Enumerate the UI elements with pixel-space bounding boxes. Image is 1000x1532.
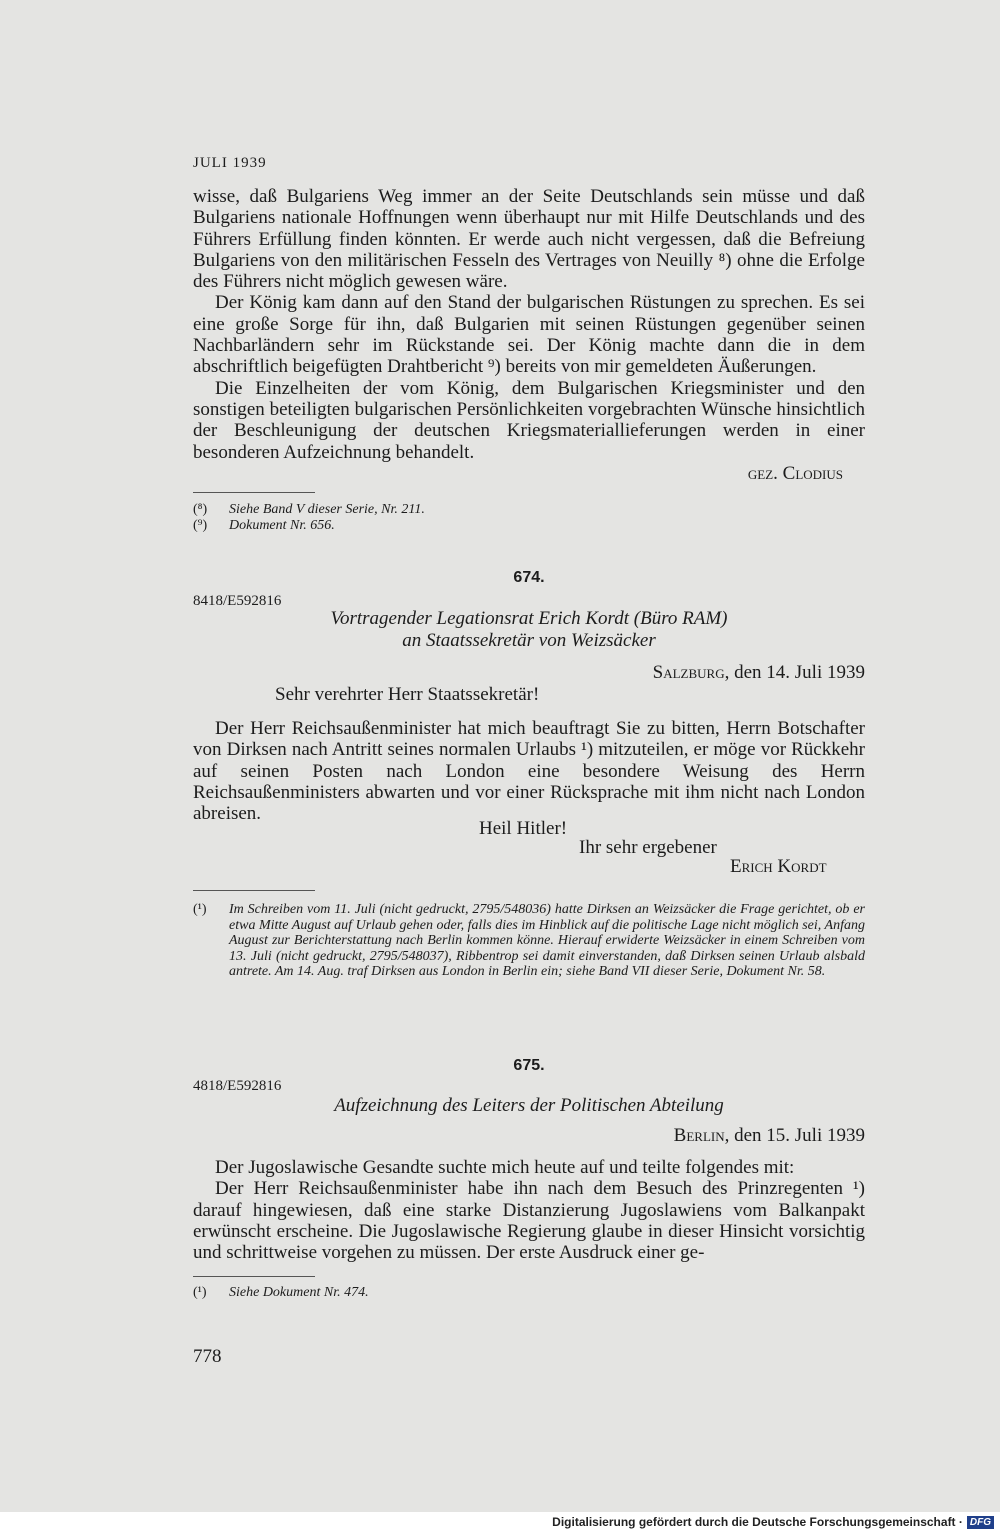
- digitization-footer: [0, 1512, 1000, 1532]
- document-title-675: Aufzeichnung des Leiters der Politischen Abteilung: [334, 1095, 724, 1116]
- paragraph: Der König kam dann auf den Stand der bulgarischen Rüstungen zu sprechen. Es sei eine große Sorge für ihn, daß Bulgarien mit seinen Rüstungen gegenüber seinen Nachbarländern sehr im Rückstande sei. Der König machte dann die in dem abschriftlich beigefügten Drahtbericht ⁹) bereits von mir gemeldeten Äußerungen.: [193, 292, 865, 378]
- dateline-675: Berlin, den 15. Juli 1939: [673, 1125, 865, 1146]
- paragraph: Der Herr Reichsaußenminister habe ihn nach dem Besuch des Prinzregenten ¹) darauf hingewiesen, daß eine starke Distanzierung Jugoslawiens vom Balkanpakt erwünscht erscheine. Die Jugoslawische Regierung glaube in dieser Hinsicht vorsichtig und schrittweise vorgehen zu müssen. Der erste Ausdruck einer ge-: [193, 1178, 865, 1264]
- dfg-logo[interactable]: DFG: [967, 1516, 994, 1529]
- running-head: JULI 1939: [193, 155, 267, 171]
- closing-heil-hitler: Heil Hitler!: [479, 818, 568, 839]
- footnotes-top: [193, 502, 865, 533]
- footnote-rule: [193, 492, 315, 493]
- signature-clodius: gez. Clodius: [747, 462, 843, 484]
- document-number-674: 674.: [513, 569, 545, 586]
- salutation: Sehr verehrter Herr Staatssekretär!: [275, 684, 540, 705]
- dateline-674: Salzburg, den 14. Juli 1939: [652, 662, 865, 683]
- paragraph: Der Jugoslawische Gesandte suchte mich heute auf und teilte folgendes mit:: [215, 1157, 795, 1178]
- footnotes-675: [193, 1285, 865, 1301]
- film-number-675: 4818/E592816: [193, 1078, 282, 1094]
- paragraph: Die Einzelheiten der vom König, dem Bulgarischen Kriegsminister und den sonstigen beteiligten bulgarischen Persönlichkeiten vorgebrachten Wünsche hinsichtlich der Beschleunigung der deutschen Kriegsmateriallieferungen werden in einer besonderen Aufzeichnung behandelt.: [193, 377, 865, 463]
- footnotes-674: [193, 902, 865, 980]
- page-number: 778: [193, 1346, 222, 1367]
- closing-ergebener: Ihr sehr ergebener: [579, 837, 717, 858]
- footnote: (⁹) Dokument Nr. 656.: [193, 517, 335, 533]
- document-number-675: 675.: [513, 1057, 545, 1074]
- continuation-text: [193, 186, 865, 484]
- memo-text-675: [193, 1157, 865, 1263]
- document-title-674: Vortragender Legationsrat Erich Kordt (Büro RAM) an Staatssekretär von Weizsäcker: [330, 608, 728, 651]
- signature-kordt: Erich Kordt: [730, 856, 827, 877]
- paragraph: Der Herr Reichsaußenminister hat mich beauftragt Sie zu bitten, Herrn Botschafter von Dirksen nach Antritt seines normalen Urlaubs ¹) mitzuteilen, er möge vor Rückkehr auf seinen Posten nach London eine besondere Weisung des Herrn Reichsaußenministers abwarten und vor einer Rücksprache mit ihm nicht nach London abreisen.: [193, 718, 865, 825]
- footnote-rule: [193, 890, 315, 891]
- footnote-rule: [193, 1276, 315, 1277]
- footnote: (¹) Siehe Dokument Nr. 474.: [193, 1285, 369, 1300]
- footer-text: Digitalisierung gefördert durch die Deutsche Forschungsgemeinschaft ·: [552, 1515, 963, 1529]
- paragraph: wisse, daß Bulgariens Weg immer an der Seite Deutschlands sein müsse und daß Bulgariens nationale Hoffnungen wenn überhaupt nur mit Hilfe Deutschlands und des Führers Erfüllung finden könnten. Er werde auch nicht vergessen, daß die Befreiung Bulgariens von den militärischen Fesseln des Vertrages von Neuilly ⁸) ohne die Erfolge des Führers nicht möglich gewesen wäre.: [193, 186, 865, 293]
- film-number-674: 8418/E592816: [193, 593, 282, 609]
- letter-text-674: [193, 718, 865, 824]
- footnote: (¹) Im Schreiben vom 11. Juli (nicht gedruckt, 2795/548036) hatte Dirksen an Weizsäcker die Frage gerichtet, ob er etwa Mitte August auf Urlaub gehen oder, falls dies im Hinblick auf die politische Lage nicht möglich sei, Anfang August zur Berichterstattung nach Berlin kommen könne. Hierauf erwiderte Weizsäcker in einem Schreiben vom 13. Juli (nicht gedruckt, 2795/548037), Ribbentrop sei damit einverstanden, daß Dirksen seinen Urlaub alsbald antrete. Am 14. Aug. traf Dirksen aus London in Berlin ein; siehe Band VII dieser Serie, Dokument Nr. 58.: [193, 902, 865, 979]
- footnote: (⁸) Siehe Band V dieser Serie, Nr. 211.: [193, 502, 425, 517]
